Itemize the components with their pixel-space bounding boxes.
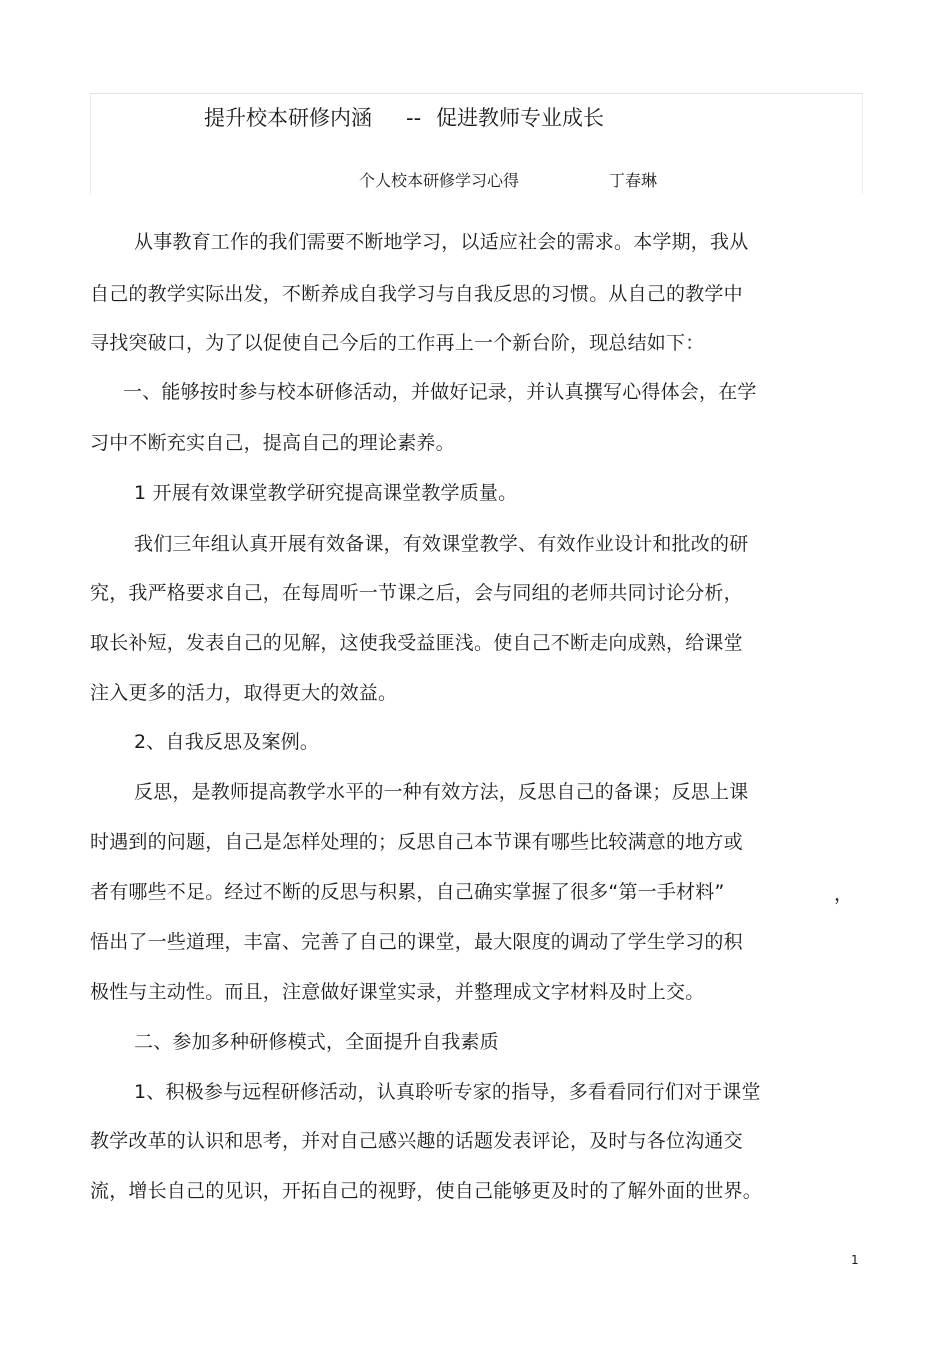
body-line: 究，我严格要求自己，在每周听一节课之后，会与同组的老师共同讨论分析， (90, 582, 743, 604)
subtitle: 个人校本研修学习心得 (359, 171, 520, 190)
body-line: 极性与主动性。而且，注意做好课堂实录，并整理成文字材料及时上交。 (90, 981, 705, 1003)
author-name: 丁春琳 (609, 171, 658, 190)
body-line: 注入更多的活力，取得更大的效益。 (90, 682, 398, 704)
body-line: 2、自我反思及案例。 (134, 731, 320, 753)
body-line: 一、能够按时参与校本研修活动，并做好记录，并认真撰写心得体会，在学 (123, 381, 757, 403)
title-tail: 促进教师专业成长 (436, 106, 604, 130)
body-line: 流，增长自己的见识，开拓自己的视野，使自己能够更及时的了解外面的世界。 (90, 1180, 763, 1202)
body-line: 教学改革的认识和思考，并对自己感兴趣的话题发表评论，及时与各位沟通交 (90, 1130, 743, 1152)
title-separator: -- (406, 106, 422, 130)
body-line: 悟出了一些道理，丰富、完善了自己的课堂，最大限度的调动了学生学习的积 (90, 931, 743, 953)
body-line: 寻找突破口，为了以促使自己今后的工作再上一个新台阶，现总结如下： (90, 332, 705, 354)
body-line: 自己的教学实际出发，不断养成自我学习与自我反思的习惯。从自己的教学中 (90, 283, 743, 305)
body-line: 取长补短，发表自己的见解，这使我受益匪浅。使自己不断走向成熟，给课堂 (90, 632, 743, 654)
body-line: 1 开展有效课堂教学研究提高课堂教学质量。 (134, 482, 518, 504)
body-line: 者有哪些不足。经过不断的反思与积累，自己确实掌握了很多“第一手材料” (90, 881, 725, 903)
section-heading: 二、参加多种研修模式，全面提升自我素质 (134, 1031, 499, 1053)
body-line: 从事教育工作的我们需要不断地学习，以适应社会的需求。本学期，我从 (134, 231, 749, 253)
trailing-comma: ， (834, 883, 854, 905)
body-line: 反思，是教师提高教学水平的一种有效方法，反思自己的备课；反思上课 (134, 781, 749, 803)
body-line: 1、积极参与远程研修活动，认真聆听专家的指导，多看看同行们对于课堂 (134, 1081, 761, 1103)
title-main: 提升校本研修内涵 (204, 106, 372, 130)
body-line: 时遇到的问题，自己是怎样处理的；反思自己本节课有哪些比较满意的地方或 (90, 831, 743, 853)
body-line: 习中不断充实自己，提高自己的理论素养。 (90, 432, 455, 454)
page-number: 1 (851, 1253, 859, 1267)
body-line: 我们三年组认真开展有效备课，有效课堂教学、有效作业设计和批改的研 (134, 533, 749, 555)
